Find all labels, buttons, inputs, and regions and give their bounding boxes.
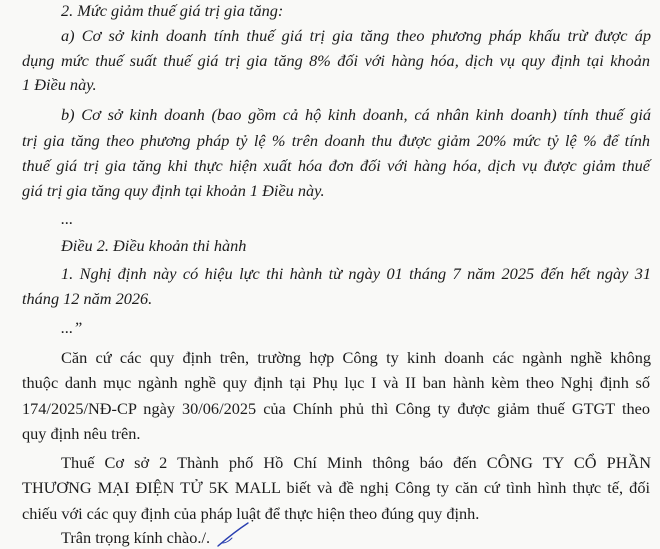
para1-line-4: quy định nêu trên.: [22, 424, 141, 443]
signature-stroke-icon: [216, 521, 250, 548]
section2-heading: 2. Mức giảm thuế giá trị gia tăng:: [61, 1, 284, 20]
para1-line-1: Căn cứ các quy định trên, trường hợp Công ty kinh doanh các ngành nghề không: [61, 348, 651, 367]
item-b-line-1: b) Cơ sở kinh doanh (bao gồm cả hộ kinh doanh, cá nhân kinh doanh) tính thuế giá: [61, 105, 651, 124]
ellipsis-2: ...”: [61, 318, 83, 337]
ellipsis-1: ...: [61, 209, 74, 228]
article2-item1-line-2: tháng 12 năm 2026.: [22, 289, 153, 308]
item-a-line-1: a) Cơ sở kinh doanh tính thuế giá trị gia tăng theo phương pháp khấu trừ được áp: [61, 26, 651, 45]
para1-line-2: thuộc danh mục ngành nghề quy định tại Phụ lục I và II ban hành kèm theo Nghị định số: [22, 373, 650, 392]
item-b-line-3: thuế giá trị gia tăng khi thực hiện xuất hóa đơn đối với hàng hóa, dịch vụ được giảm thuế: [22, 156, 650, 175]
article2-item1-line-1: 1. Nghị định này có hiệu lực thi hành từ ngày 01 tháng 7 năm 2025 đến hết ngày 31: [61, 264, 651, 283]
item-b-line-4: giá trị gia tăng quy định tại khoản 1 Điều này.: [22, 181, 325, 200]
para2-line-1: Thuế Cơ sở 2 Thành phố Hồ Chí Minh thông báo đến CÔNG TY CỔ PHẦN: [61, 453, 651, 472]
para1-line-3: 174/2025/NĐ-CP ngày 30/06/2025 của Chính phủ thì Công ty được giảm thuế GTGT theo: [22, 399, 650, 418]
para2-line-3: chiếu với các quy định của pháp luật để thực hiện theo đúng quy định.: [22, 504, 480, 523]
item-a-line-3: 1 Điều này.: [22, 75, 97, 94]
item-b-line-2: trị gia tăng theo phương pháp tỷ lệ % trên doanh thu được giảm 20% mức tỷ lệ % để tính: [22, 131, 650, 150]
item-a-line-2: dụng mức thuế suất thuế giá trị gia tăng 8% đối với hàng hóa, dịch vụ quy định tại khoản: [22, 51, 650, 70]
closing-greeting: Trân trọng kính chào./.: [61, 528, 211, 547]
article2-heading: Điều 2. Điều khoản thi hành: [61, 236, 247, 255]
para2-line-2: THƯƠNG MẠI ĐIỆN TỬ 5K MALL biết và đề nghị Công ty căn cứ tình hình thực tế, đối: [22, 478, 650, 497]
